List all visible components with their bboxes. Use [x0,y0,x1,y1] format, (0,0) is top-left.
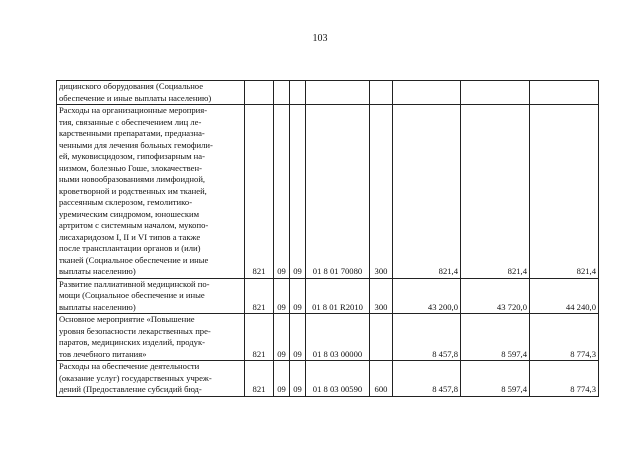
description-line: Расходы на обеспечение деятельности [59,361,200,371]
description-line: уремическим синдромом, юношеским [59,208,200,219]
description-line: выплаты населению) [59,301,136,312]
description-line: тканей (Социальное обеспечение и иные [59,254,209,265]
amount-year3-cell: 44 240,0 [530,278,599,314]
target-article-cell [306,81,370,105]
table-row [57,278,599,314]
description-line: тов лечебного питания» [59,348,147,359]
section-code-cell [274,81,290,105]
target-article-cell: 01 8 03 00000 [306,314,370,361]
section-code-cell: 09 [274,278,290,314]
amount-year1-cell [393,81,461,105]
amount-year3-cell: 821,4 [530,105,599,279]
expense-type-cell [370,81,393,105]
table-row [57,105,599,279]
section-code-cell: 09 [274,105,290,279]
description-line: ей, муковисцидозом, гипофизарным на- [59,151,205,161]
subsection-code-cell: 09 [290,361,306,397]
amount-year2-cell: 43 720,0 [461,278,530,314]
description-line: дений (Предоставление субсидий бюд- [59,384,202,394]
description-line: рассеянным склерозом, гемолитико- [59,197,193,207]
subsection-code-cell: 09 [290,278,306,314]
description-line: Расходы на организационные мероприя- [59,105,208,115]
description-line: артритом с системным началом, мукопо- [59,220,209,230]
subsection-code-cell [290,81,306,105]
amount-year2-cell: 821,4 [461,105,530,279]
amount-year3-cell: 8 774,3 [530,361,599,397]
expense-type-cell: 300 [370,278,393,314]
description-line: обеспечение и иные выплаты населению) [59,92,212,103]
table-row [57,361,599,397]
description-line: Основное мероприятие «Повышение [59,314,195,324]
ministry-code-cell: 821 [245,278,274,314]
description-line: ченными для лечения больных гемофили- [59,139,213,150]
target-article-cell: 01 8 01 70080 [306,105,370,279]
page-number: 103 [312,33,328,44]
expense-type-cell [370,314,393,361]
description-line: после трансплантации органов и (или) [59,243,201,253]
amount-year1-cell: 821,4 [393,105,461,279]
amount-year2-cell [461,81,530,105]
amount-year3-cell: 8 774,3 [530,314,599,361]
amount-year2-cell: 8 597,4 [461,361,530,397]
description-line: паратов, медицинских изделий, продук- [59,337,205,347]
amount-year1-cell: 8 457,8 [393,314,461,361]
budget-table [56,80,599,397]
description-cell [57,278,245,314]
target-article-cell: 01 8 01 R2010 [306,278,370,314]
section-code-cell: 09 [274,361,290,397]
description-line: кроветворной и родственных им тканей, [59,185,207,196]
description-line: низмом, болезнью Гоше, злокачествен- [59,162,202,173]
description-line: тия, связанные с обеспечением лиц ле- [59,116,202,127]
section-code-cell: 09 [274,314,290,361]
description-line: выплаты населению) [59,266,136,276]
description-line: уровня безопасности лекарственных пре- [59,325,211,336]
amount-year2-cell: 8 597,4 [461,314,530,361]
description-line: мощи (Социальное обеспечение и иные [59,290,205,300]
expense-type-cell: 300 [370,105,393,279]
table-row [57,81,599,105]
description-line: лисахаридозом I, II и VI типов а также [59,231,201,242]
target-article-cell: 01 8 03 00590 [306,361,370,397]
description-line: карственными препаратами, предназна- [59,128,205,138]
ministry-code-cell: 821 [245,361,274,397]
amount-year3-cell [530,81,599,105]
description-cell [57,314,245,361]
expense-type-cell: 600 [370,361,393,397]
table-row [57,314,599,361]
description-cell [57,105,245,279]
subsection-code-cell: 09 [290,105,306,279]
description-line: дицинского оборудования (Социальное [59,81,204,91]
amount-year1-cell: 8 457,8 [393,361,461,397]
description-cell [57,81,245,105]
description-line: (оказание услуг) государственных учреж- [59,372,212,383]
ministry-code-cell: 821 [245,105,274,279]
description-line: ными новообразованиями лимфоидной, [59,174,206,184]
description-line: Развитие паллиативной медицинской по- [59,278,210,289]
amount-year1-cell: 43 200,0 [393,278,461,314]
ministry-code-cell [245,81,274,105]
ministry-code-cell: 821 [245,314,274,361]
subsection-code-cell: 09 [290,314,306,361]
description-cell [57,361,245,397]
